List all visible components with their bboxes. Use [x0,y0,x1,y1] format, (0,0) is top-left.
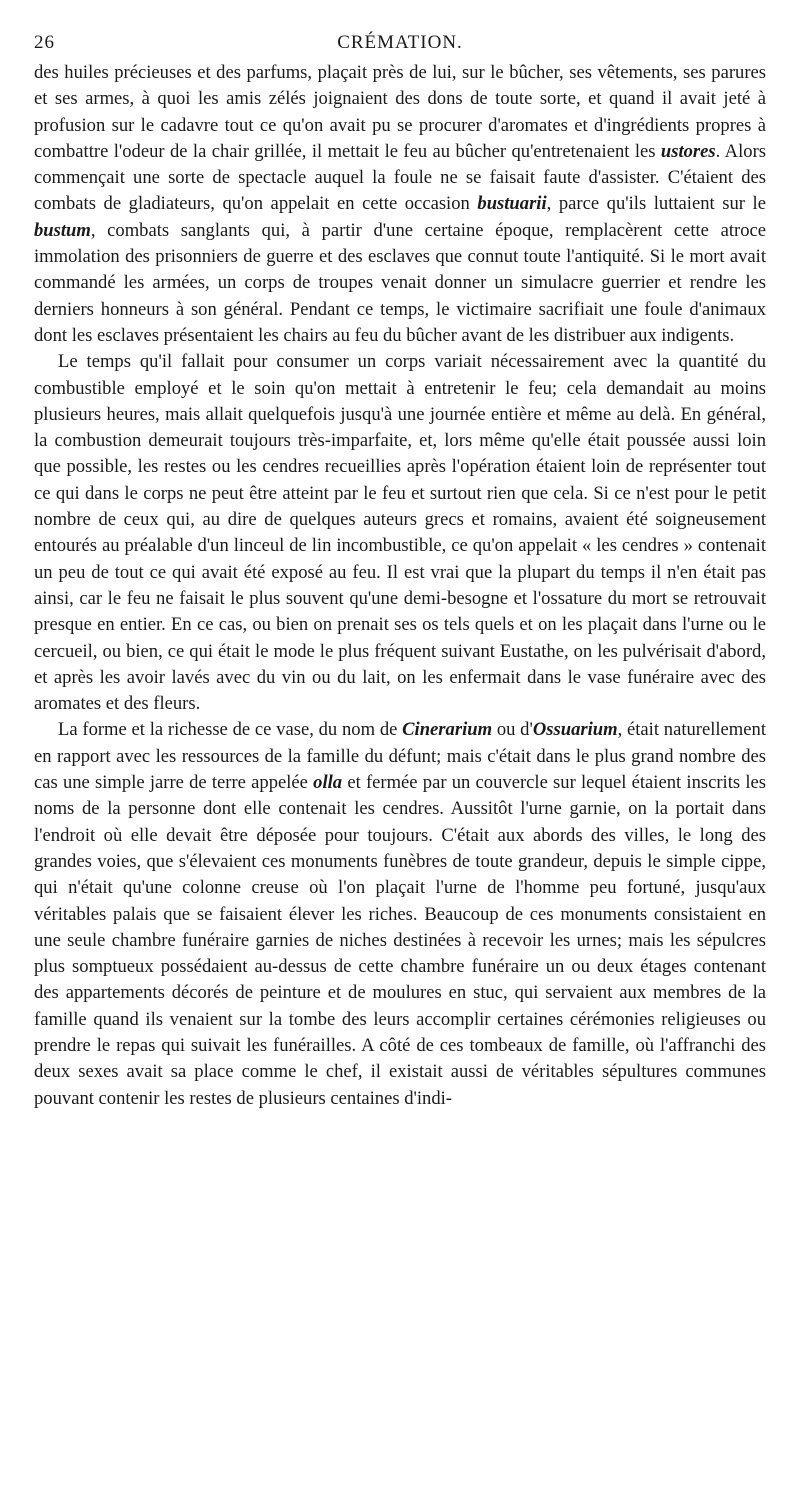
italic-term: bustuarii [477,193,547,215]
running-head [34,32,766,60]
paragraph [34,60,766,349]
text-run: et fermée par un couvercle sur lequel étaient inscrits les noms de la personne dont elle contenait les cendres. Aussitôt l'urne garnie, on la portait dans l'endroit où elle devait être déposée pour toujours. C'était aux abords des villes, le long des grandes voies, que s'élevaient ces monuments funèbres de toute grandeur, depuis le simple cippe, qui n'était qu'une colonne creuse où l'on plaçait l'urne de l'homme peu fortuné, jusqu'aux véritables palais que se faisaient élever les riches. Beaucoup de ces monuments consistaient en une seule chambre funéraire garnies de niches destinées à recevoir les urnes; mais les sépulcres plus somptueux possédaient au-dessus de cette chambre funéraire un ou deux étages contenant des appartements décorés de peinture et de moulures en stuc, qui servaient aux membres de la famille quand ils venaient sur la tombe des leurs accomplir certaines cérémonies religieuses ou prendre le repas qui suivait les funérailles. A côté de ces tombeaux de famille, où l'affranchi des deux sexes avait sa place comme le chef, il existait aussi de véritables sépultures communes pouvant contenir les restes de plusieurs centaines d'indi- [34,772,766,1109]
text-run: La forme et la richesse de ce vase, du nom de [58,719,403,741]
italic-term: Cinerarium [402,719,493,741]
text-run: , était naturellement en rapport avec les ressources de la famille du défunt; mais c'était dans le plus grand nombre des cas une simple jarre de terre appelée [34,719,766,794]
italic-term: bustum [34,219,91,241]
italic-term: olla [313,772,343,794]
text-run: , parce qu'ils luttaient sur le [546,193,766,215]
paragraph [34,349,766,717]
text-run: , combats sanglants qui, à partir d'une certaine époque, remplacèrent cette atroce immolation des prisonniers de guerre et des esclaves que connut toute l'antiquité. Si le mort avait commandé les armées, un corps de troupes venait donner un simulacre guerrier et rendre les derniers honneurs à son général. Pendant ce temps, le victimaire sacrifiait une foule d'animaux dont les esclaves présentaient les chairs au feu du bûcher avant de les distribuer aux indigents. [34,219,766,346]
book-page [34,32,766,1112]
paragraph [34,717,766,1111]
text-run: Le temps qu'il fallait pour consumer un corps variait nécessairement avec la quantité du combustible employé et le soin qu'on mettait à entretenir le feu; cela demandait au moins plusieurs heures, mais allait quelquefois jusqu'à une journée entière et même au delà. En général, la combustion demeurait toujours très-imparfaite, et, lors même qu'elle était poussée aussi loin que possible, les restes ou les cendres recueillies après l'opération étaient loin de représenter tout ce qui dans le corps ne peut être atteint par le feu et surtout rien que cela. Si ce n'est pour le petit nombre de ceux qui, au dire de quelques auteurs grecs et romains, avaient été soigneusement entourés au préalable d'un linceul de lin incombustible, ce qu'on appelait « les cendres » contenait un peu de tout ce qui avait été exposé au feu. Il est vrai que la plupart du temps il n'en était pas ainsi, car le feu ne faisait le plus souvent qu'une demi-besogne et l'ossature du mort se retrouvait presque en entier. En ce cas, ou bien on prenait ses os tels quels et on les plaçait dans l'urne ou le cercueil, ou bien, ce qui était le mode le plus fréquent suivant Eustathe, on les pulvérisait d'abord, et après les avoir lavés avec du vin ou du lait, on les enfermait dans le vase funéraire avec des aromates et des fleurs. [34,351,766,715]
text-run: des huiles précieuses et des parfums, plaçait près de lui, sur le bûcher, ses vêtements, ses parures et ses armes, à quoi les amis zélés joignaient des dons de toute sorte, et quand il avait jeté à profusion sur le cadavre tout ce qu'on avait pu se procurer d'aromates et d'ingrédients propres à combattre l'odeur de la chair grillée, il mettait le feu au bûcher qu'entretenaient les [34,62,766,162]
italic-term: ustores [660,140,716,162]
page-number: 26 [34,32,55,53]
text-run: . Alors commençait une sorte de spectacle auquel la foule ne se faisait faute d'assister. C'étaient des combats de gladiateurs, qu'on appelait en cette occasion [34,140,766,215]
body-text [34,60,766,1112]
text-run: ou d' [492,719,533,741]
running-title: CRÉMATION. [337,32,463,53]
italic-term: Ossuarium [532,719,618,741]
